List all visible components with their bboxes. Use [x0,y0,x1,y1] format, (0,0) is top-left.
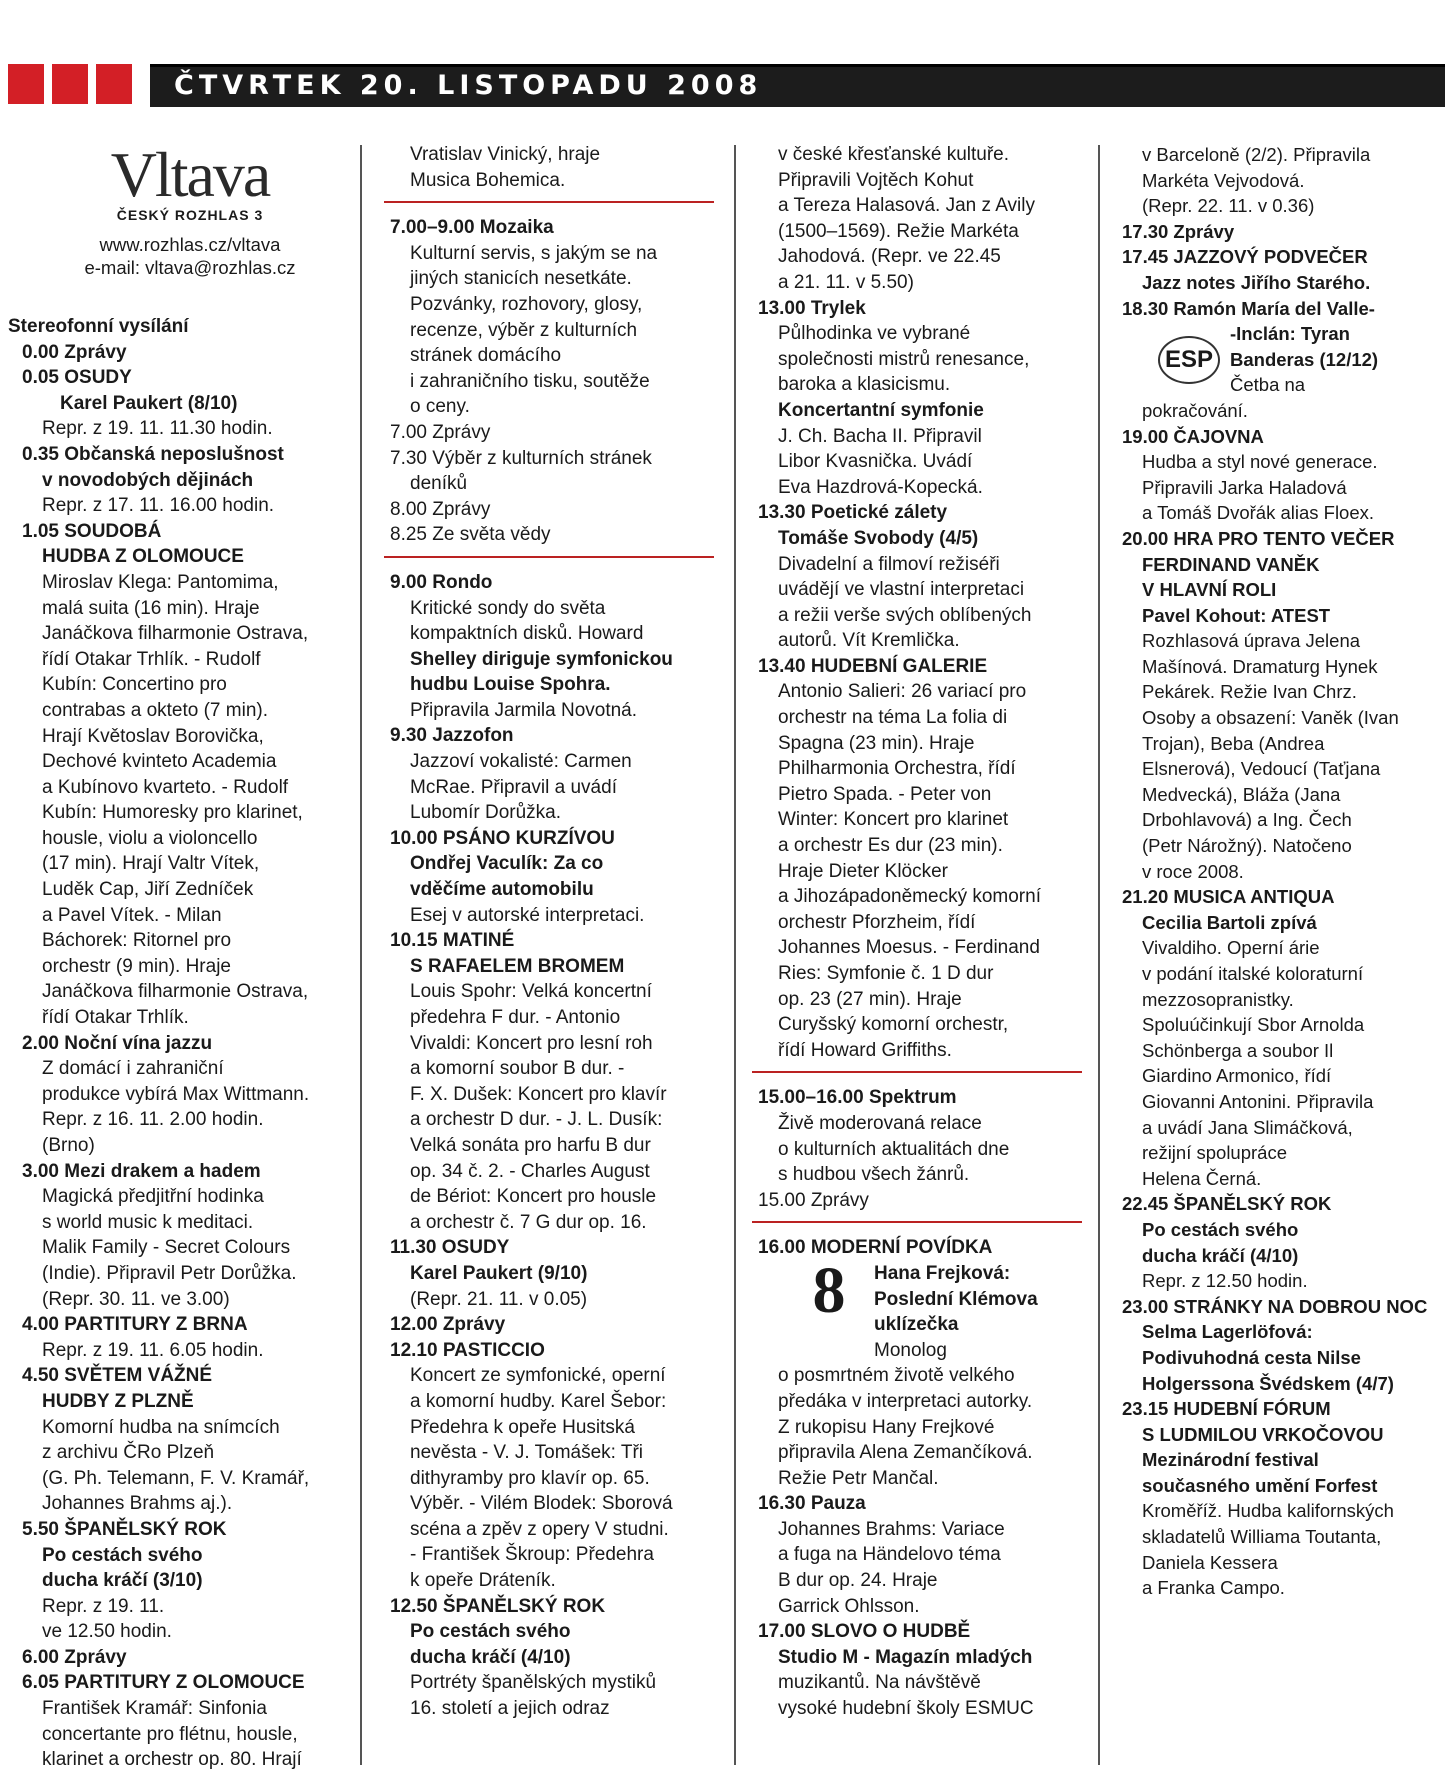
schedule-line: 23.00 STRÁNKY NA DOBROU NOC [1122,1295,1428,1317]
schedule-line: -Inclán: Tyran [1230,323,1350,345]
schedule-line: (Petr Nárožný). Natočeno [1142,835,1352,857]
schedule-line: 11.30 OSUDY [390,1237,510,1259]
schedule-line: Markéta Vejvodová. [1142,169,1305,191]
section-rule [384,556,714,558]
schedule-line: jiných stanicích nesetkáte. [410,268,632,290]
section-rule [384,201,714,203]
schedule-line: Spagna (23 min). Hraje [778,732,975,754]
schedule-line: Portréty španělských mystiků [410,1672,657,1694]
schedule-line: v Barceloně (2/2). Připravila [1142,144,1371,165]
schedule-line: scéna a zpěv z opery V studni. [410,1518,669,1540]
schedule-column-1 [8,314,353,1773]
schedule-line: připravila Alena Zemančíková. [778,1442,1033,1464]
schedule-line: (Repr. 22. 11. v 0.36) [1142,195,1315,217]
schedule-line: řídí Howard Griffiths. [778,1039,952,1061]
schedule-line: FERDINAND VANĚK [1142,553,1320,575]
schedule-line: Z rukopisu Hany Frejkové [778,1416,995,1438]
schedule-line: S RAFAELEM BROMEM [410,955,625,977]
schedule-line: orchestr (9 min). Hraje [42,955,231,977]
schedule-line: a režii verše svých oblíbených [778,604,1032,626]
schedule-line: a Franka Campo. [1142,1577,1285,1599]
schedule-line: Pavel Kohout: ATEST [1142,604,1331,626]
schedule-line: a 21. 11. v 5.50) [778,271,914,293]
column-divider-2 [734,145,736,1765]
schedule-line: nevěsta - V. J. Tomášek: Tři [410,1442,644,1464]
red-square-1 [8,64,44,104]
schedule-line: Kubín: Humoresky pro klarinet, [42,802,303,824]
schedule-line: (Indie). Připravil Petr Dorůžka. [42,1262,297,1284]
schedule-line: Schönberga a soubor Il [1142,1039,1334,1061]
schedule-line: V HLAVNÍ ROLI [1142,579,1277,601]
schedule-line: F. X. Dušek: Koncert pro klavír [410,1083,667,1105]
schedule-line: 1.05 SOUDOBÁ [22,520,162,542]
schedule-line: v podání italské koloraturní [1142,963,1364,984]
schedule-line: Kritické sondy do světa [410,597,606,619]
schedule-line: 7.00–9.00 Mozaika [390,217,554,239]
schedule-line: 8.00 Zprávy [390,498,491,520]
section-rule [752,1071,1082,1073]
esp-logo-icon [1158,336,1220,384]
schedule-line: Po cestách svého [42,1544,203,1566]
schedule-column-4 [1108,142,1443,1601]
schedule-line: Vivaldi: Koncert pro lesní roh [410,1032,653,1054]
schedule-line: Repr. z 19. 11. 6.05 hodin. [42,1339,264,1361]
schedule-line: 5.50 ŠPANĚLSKÝ ROK [22,1518,227,1540]
schedule-line: Karel Paukert (8/10) [60,392,238,414]
date-title: ČTVRTEK 20. LISTOPADU 2008 [174,70,763,101]
schedule-line: Drbohlavová) a Ing. Čech [1142,809,1352,831]
schedule-line: HUDBY Z PLZNĚ [42,1390,194,1412]
schedule-line: skladatelů Williama Toutanta, [1142,1526,1382,1548]
schedule-line: Monolog [874,1339,947,1361]
schedule-line: společnosti mistrů renesance, [778,348,1030,370]
schedule-line: orchestr Pforzheim, řídí [778,911,976,933]
schedule-line: 10.15 MATINÉ [390,930,515,952]
schedule-line: Magická předjitřní hodinka [42,1186,264,1208]
schedule-line: Esej v autorské interpretaci. [410,904,645,926]
schedule-line: 10.00 PSÁNO KURZÍVOU [390,827,615,849]
schedule-line: baroka a klasicismu. [778,374,951,396]
schedule-line: vysoké hudební školy ESMUC [778,1698,1034,1720]
schedule-line: uvádějí ve vlastní interpretaci [778,579,1025,601]
schedule-line: 12.10 PASTICCIO [390,1339,545,1361]
logo-station: ČESKÝ ROZHLAS 3 [116,207,264,223]
schedule-line: Stereofonní vysílání [8,316,189,337]
schedule-line: 15.00–16.00 Spektrum [758,1087,957,1109]
schedule-line: 2.00 Noční vína jazzu [22,1032,213,1054]
schedule-line: orchestr na téma La folia di [778,707,1008,729]
schedule-line: 17.30 Zprávy [1122,220,1235,242]
schedule-line: Rozhlasová úprava Jelena [1142,630,1361,652]
schedule-line: 16.30 Pauza [758,1493,866,1515]
schedule-line: Z domácí i zahraniční [42,1058,224,1080]
schedule-line: Selma Lagerlöfová: [1142,1321,1313,1343]
schedule-line: 4.50 SVĚTEM VÁŽNÉ [22,1365,213,1387]
schedule-line: Koncert ze symfonické, operní [410,1365,666,1387]
number-8-logo: 8 [812,1253,846,1327]
esp-block [1158,321,1443,398]
date-header [0,64,1445,108]
schedule-line: vděčíme automobilu [410,879,594,901]
schedule-line: op. 23 (27 min). Hraje [778,988,962,1010]
schedule-line: recenze, výběr z kulturních [410,319,638,341]
schedule-line: produkce vybírá Max Wittmann. [42,1083,310,1105]
schedule-line: (Brno) [42,1135,95,1156]
schedule-line: 20.00 HRA PRO TENTO VEČER [1122,527,1395,549]
schedule-line: 13.40 HUDEBNÍ GALERIE [758,655,988,677]
schedule-line: a uvádí Jana Slimáčková, [1142,1116,1353,1138]
schedule-line: v roce 2008. [1142,860,1244,882]
schedule-line: Ries: Symfonie č. 1 D dur [778,963,994,984]
schedule-line: stránek domácího [410,345,562,367]
schedule-line: František Kramář: Sinfonia [42,1698,267,1720]
schedule-line: autorů. Vít Kremlička. [778,630,960,652]
schedule-line: k opeře Dráteník. [410,1570,556,1592]
date-bar [150,64,1445,107]
schedule-line: (1500–1569). Režie Markéta [778,220,1019,242]
schedule-line: ducha kráčí (4/10) [1142,1244,1299,1266]
schedule-line: Pietro Spada. - Peter von [778,783,992,805]
povidka-title-block [874,1261,1038,1363]
schedule-line: 13.00 Trylek [758,297,866,319]
schedule-line: 21.20 MUSICA ANTIQUA [1122,886,1335,908]
schedule-line: Velká sonáta pro harfu B dur [410,1134,651,1156]
red-square-3 [96,64,132,104]
schedule-line: 17.45 JAZZOVÝ PODVEČER [1122,246,1368,268]
schedule-line: Divadelní a filmoví režiséři [778,553,1000,575]
schedule-line: a komorní soubor B dur. - [410,1058,625,1080]
schedule-line: Holgerssona Švédskem (4/7) [1142,1372,1394,1394]
schedule-line: muzikantů. Na návštěvě [778,1672,981,1694]
schedule-line: Kubín: Concertino pro [42,674,227,696]
schedule-line: Janáčkova filharmonie Ostrava, [42,981,309,1003]
red-square-2 [52,64,88,104]
schedule-line: Výběr. - Vilém Blodek: Sborová [410,1493,673,1515]
section-rule [752,1221,1082,1223]
schedule-line: Připravila Jarmila Novotná. [410,699,638,721]
schedule-line: deníků [410,473,468,495]
schedule-line: 6.05 PARTITURY Z OLOMOUCE [22,1672,305,1694]
schedule-line: - František Škroup: Předehra [410,1544,654,1566]
schedule-line: s world music k meditaci. [42,1211,254,1233]
schedule-line: Jahodová. (Repr. ve 22.45 [778,246,1001,268]
schedule-line: a orchestr č. 7 G dur op. 16. [410,1211,647,1233]
schedule-line: Lubomír Dorůžka. [410,802,562,824]
schedule-line: 13.30 Poetické zálety [758,502,948,524]
schedule-line: a fuga na Händelovo téma [778,1544,1001,1566]
schedule-line: Dechové kvinteto Academia [42,751,277,773]
schedule-line: a komorní hudby. Karel Šebor: [410,1390,667,1412]
schedule-line: Jazzoví vokalisté: Carmen [410,751,632,773]
schedule-line: Půlhodinka ve vybrané [778,323,971,345]
schedule-line: a Pavel Vítek. - Milan [42,904,222,926]
column-divider-1 [360,145,362,1765]
schedule-line: Podivuhodná cesta Nilse [1142,1346,1361,1368]
schedule-line: 6.00 Zprávy [22,1646,127,1668]
schedule-line: Živě moderovaná relace [778,1112,982,1134]
schedule-line: Komorní hudba na snímcích [42,1416,280,1438]
schedule-line: Repr. z 19. 11. 11.30 hodin. [42,418,273,440]
schedule-line: Kulturní servis, s jakým se na [410,242,658,264]
schedule-line: 17.00 SLOVO O HUDBĚ [758,1621,971,1643]
schedule-line: (17 min). Hrají Valtr Vítek, [42,853,260,875]
schedule-line: Pekárek. Režie Ivan Chrz. [1142,681,1357,703]
schedule-line: a Jihozápadoněmecký komorní [778,886,1041,908]
schedule-line: 18.30 Ramón María del Valle- [1122,297,1375,319]
schedule-column-3 [744,142,1084,1722]
schedule-line: Daniela Kessera [1142,1551,1278,1573]
schedule-line: contrabas a okteto (7 min). [42,699,268,721]
schedule-line: Johannes Moesus. - Ferdinand [778,937,1040,959]
schedule-line: 22.45 ŠPANĚLSKÝ ROK [1122,1193,1332,1215]
schedule-line: Luděk Cap, Jiří Zedníček [42,879,254,901]
schedule-line: Philharmonia Orchestra, řídí [778,758,1016,780]
schedule-line: Připravili Jarka Haladová [1142,476,1347,498]
esp-title-block [1230,321,1378,398]
schedule-line: Po cestách svého [1142,1218,1299,1240]
schedule-line: 12.00 Zprávy [390,1314,506,1336]
schedule-line: ducha kráčí (4/10) [410,1646,571,1668]
schedule-line: 9.00 Rondo [390,571,493,593]
schedule-line: řídí Otakar Trhlík. [42,1007,189,1029]
schedule-line: 16. století a jejich odraz [410,1698,610,1720]
povidka-block [794,1253,1084,1363]
schedule-line: Cecilia Bartoli zpívá [1142,911,1317,933]
schedule-line: Johannes Brahms: Variace [778,1518,1005,1540]
schedule-line: o ceny. [410,396,470,418]
schedule-line: a orchestr D dur. - J. L. Dusík: [410,1109,663,1131]
schedule-line: concertante pro flétnu, housle, [42,1723,298,1745]
schedule-line: Připravili Vojtěch Kohut [778,169,974,191]
schedule-line: Giovanni Antonini. Připravila [1142,1090,1374,1112]
schedule-line: op. 34 č. 2. - Charles August [410,1160,650,1182]
schedule-line: o kulturních aktualitách dne [778,1138,1010,1160]
schedule-line: Medvecká), Bláža (Jana [1142,783,1341,805]
schedule-line: v české křesťanské kultuře. [778,144,1009,165]
schedule-line: Studio M - Magazín mladých [778,1646,1033,1668]
schedule-line: klarinet a orchestr op. 80. Hrají [42,1749,302,1771]
schedule-line: Hudba a styl nové generace. [1142,451,1378,473]
schedule-line: de Bériot: Koncert pro housle [410,1186,657,1208]
schedule-line: dithyramby pro klavír op. 65. [410,1467,650,1489]
schedule-line: 15.00 Zprávy [758,1189,869,1211]
schedule-line: (Repr. 21. 11. v 0.05) [410,1288,588,1310]
schedule-line: a Tomáš Dvořák alias Floex. [1142,502,1375,524]
schedule-line: uklízečka [874,1314,959,1336]
schedule-line: malá suita (16 min). Hraje [42,597,260,619]
schedule-line: Libor Kvasnička. Uvádí [778,451,973,473]
schedule-line: Garrick Ohlsson. [778,1595,920,1617]
logo-name: Vltava [110,139,270,210]
schedule-line: Pozvánky, rozhovory, glosy, [410,293,643,315]
schedule-line: ve 12.50 hodin. [42,1621,172,1643]
schedule-line: současného umění Forfest [1142,1474,1378,1496]
logo-email[interactable]: e-mail: vltava@rozhlas.cz [84,257,296,278]
schedule-line: Eva Hazdrová-Kopecká. [778,476,983,498]
schedule-line: 9.30 Jazzofon [390,725,514,747]
esp-logo-text: ESP [1164,345,1214,373]
schedule-line: Louis Spohr: Velká koncertní [410,981,652,1003]
schedule-line: 19.00 ČAJOVNA [1122,425,1264,447]
schedule-line: Mašínová. Dramaturg Hynek [1142,655,1378,677]
schedule-column-2 [376,142,716,1722]
schedule-line: Musica Bohemica. [410,169,566,191]
schedule-line: předáka v interpretaci autorky. [778,1390,1033,1412]
schedule-line: (G. Ph. Telemann, F. V. Kramář, [42,1467,310,1489]
schedule-line: kompaktních disků. Howard [410,623,644,645]
schedule-line: Banderas (12/12) [1230,348,1379,370]
schedule-line: s hudbou všech žánrů. [778,1164,970,1186]
schedule-line: Spoluúčinkují Sbor Arnolda [1142,1014,1365,1036]
schedule-line: 16.00 MODERNÍ POVÍDKA [758,1237,993,1259]
schedule-line: a orchestr Es dur (23 min). [778,835,1003,857]
schedule-line: (Repr. 30. 11. ve 3.00) [42,1288,230,1310]
schedule-line: i zahraničního tisku, soutěže [410,370,650,392]
schedule-line: Malik Family - Secret Colours [42,1237,291,1259]
schedule-line: Režie Petr Mančal. [778,1467,939,1489]
schedule-line: Po cestách svého [410,1621,571,1643]
schedule-line: Hrají Květoslav Borovička, [42,725,264,747]
schedule-line: Winter: Koncert pro klarinet [778,809,1009,831]
schedule-line: 8.25 Ze světa vědy [390,524,551,546]
schedule-line: Mezinárodní festival [1142,1449,1319,1471]
schedule-line: McRae. Připravil a uvádí [410,776,617,798]
schedule-line: Četba na [1230,374,1306,396]
schedule-line: Předehra k opeře Husitská [410,1416,635,1438]
vltava-logo [60,139,320,279]
schedule-line: Johannes Brahms aj.). [42,1493,233,1515]
schedule-line: HUDBA Z OLOMOUCE [42,546,244,568]
schedule-line: 4.00 PARTITURY Z BRNA [22,1314,248,1336]
schedule-line: 7.00 Zprávy [390,421,491,443]
schedule-line: Repr. z 17. 11. 16.00 hodin. [42,495,275,517]
schedule-line: Jazz notes Jiřího Starého. [1142,271,1371,293]
schedule-line: Trojan), Beba (Andrea [1142,732,1325,754]
schedule-line: S LUDMILOU VRKOČOVOU [1142,1423,1384,1445]
schedule-line: o posmrtném životě velkého [778,1365,1015,1387]
schedule-line: a Kubínovo kvarteto. - Rudolf [42,776,289,798]
schedule-line: Kroměříž. Hudba kalifornských [1142,1500,1394,1522]
schedule-line: hudbu Louise Spohra. [410,674,611,696]
schedule-line: Elsnerová), Vedoucí (Taťjana [1142,758,1381,780]
schedule-line: Curyšský komorní orchestr, [778,1014,1009,1036]
schedule-line: Miroslav Klega: Pantomima, [42,571,279,593]
schedule-line: mezzosopranistky. [1142,988,1294,1010]
schedule-line: řídí Otakar Trhlík. - Rudolf [42,648,261,670]
schedule-line: Poslední Klémova [874,1288,1038,1310]
schedule-line: Báchorek: Ritornel pro [42,930,232,952]
schedule-line: 7.30 Výběr z kulturních stránek [390,447,652,469]
logo-web[interactable]: www.rozhlas.cz/vltava [99,234,281,255]
schedule-line: předehra F dur. - Antonio [410,1007,621,1028]
schedule-line: Janáčkova filharmonie Ostrava, [42,623,309,645]
schedule-line: pokračování. [1142,399,1248,421]
schedule-line: a Tereza Halasová. Jan z Avily [778,195,1035,217]
schedule-line: 0.35 Občanská neposlušnost [22,443,284,465]
schedule-line: ducha kráčí (3/10) [42,1570,203,1592]
schedule-line: Repr. z 16. 11. 2.00 hodin. [42,1109,264,1131]
schedule-line: Karel Paukert (9/10) [410,1262,588,1284]
schedule-line: Hraje Dieter Klöcker [778,860,948,882]
schedule-line: Vratislav Vinický, hraje [410,144,601,165]
schedule-line: B dur op. 24. Hraje [778,1570,938,1592]
schedule-line: Vivaldiho. Operní árie [1142,937,1320,959]
schedule-line: 3.00 Mezi drakem a hadem [22,1160,261,1182]
schedule-line: Tomáše Svobody (4/5) [778,527,979,549]
schedule-line: 0.00 Zprávy [22,341,127,363]
schedule-line: Hana Frejková: [874,1262,1011,1284]
schedule-line: z archivu ČRo Plzeň [42,1442,215,1464]
schedule-line: Antonio Salieri: 26 variací pro [778,681,1027,703]
schedule-line: Giardino Armonico, řídí [1142,1065,1332,1087]
schedule-line: Helena Černá. [1142,1167,1262,1189]
schedule-line: Repr. z 19. 11. [42,1595,165,1617]
schedule-line: 0.05 OSUDY [22,367,132,389]
schedule-line: J. Ch. Bacha II. Připravil [778,425,982,447]
schedule-line: Shelley diriguje symfonickou [410,648,673,670]
schedule-line: v novodobých dějinách [42,469,254,491]
schedule-line: Ondřej Vaculík: Za co [410,853,604,875]
schedule-line: režijní spolupráce [1142,1142,1287,1164]
column-divider-3 [1098,145,1100,1765]
schedule-line: Repr. z 12.50 hodin. [1142,1270,1308,1292]
schedule-line: Osoby a obsazení: Vaněk (Ivan [1142,707,1399,729]
schedule-line: 12.50 ŠPANĚLSKÝ ROK [390,1595,606,1617]
schedule-line: housle, violu a violoncello [42,827,258,849]
schedule-line: Koncertantní symfonie [778,399,984,421]
schedule-line: 23.15 HUDEBNÍ FÓRUM [1122,1398,1331,1420]
